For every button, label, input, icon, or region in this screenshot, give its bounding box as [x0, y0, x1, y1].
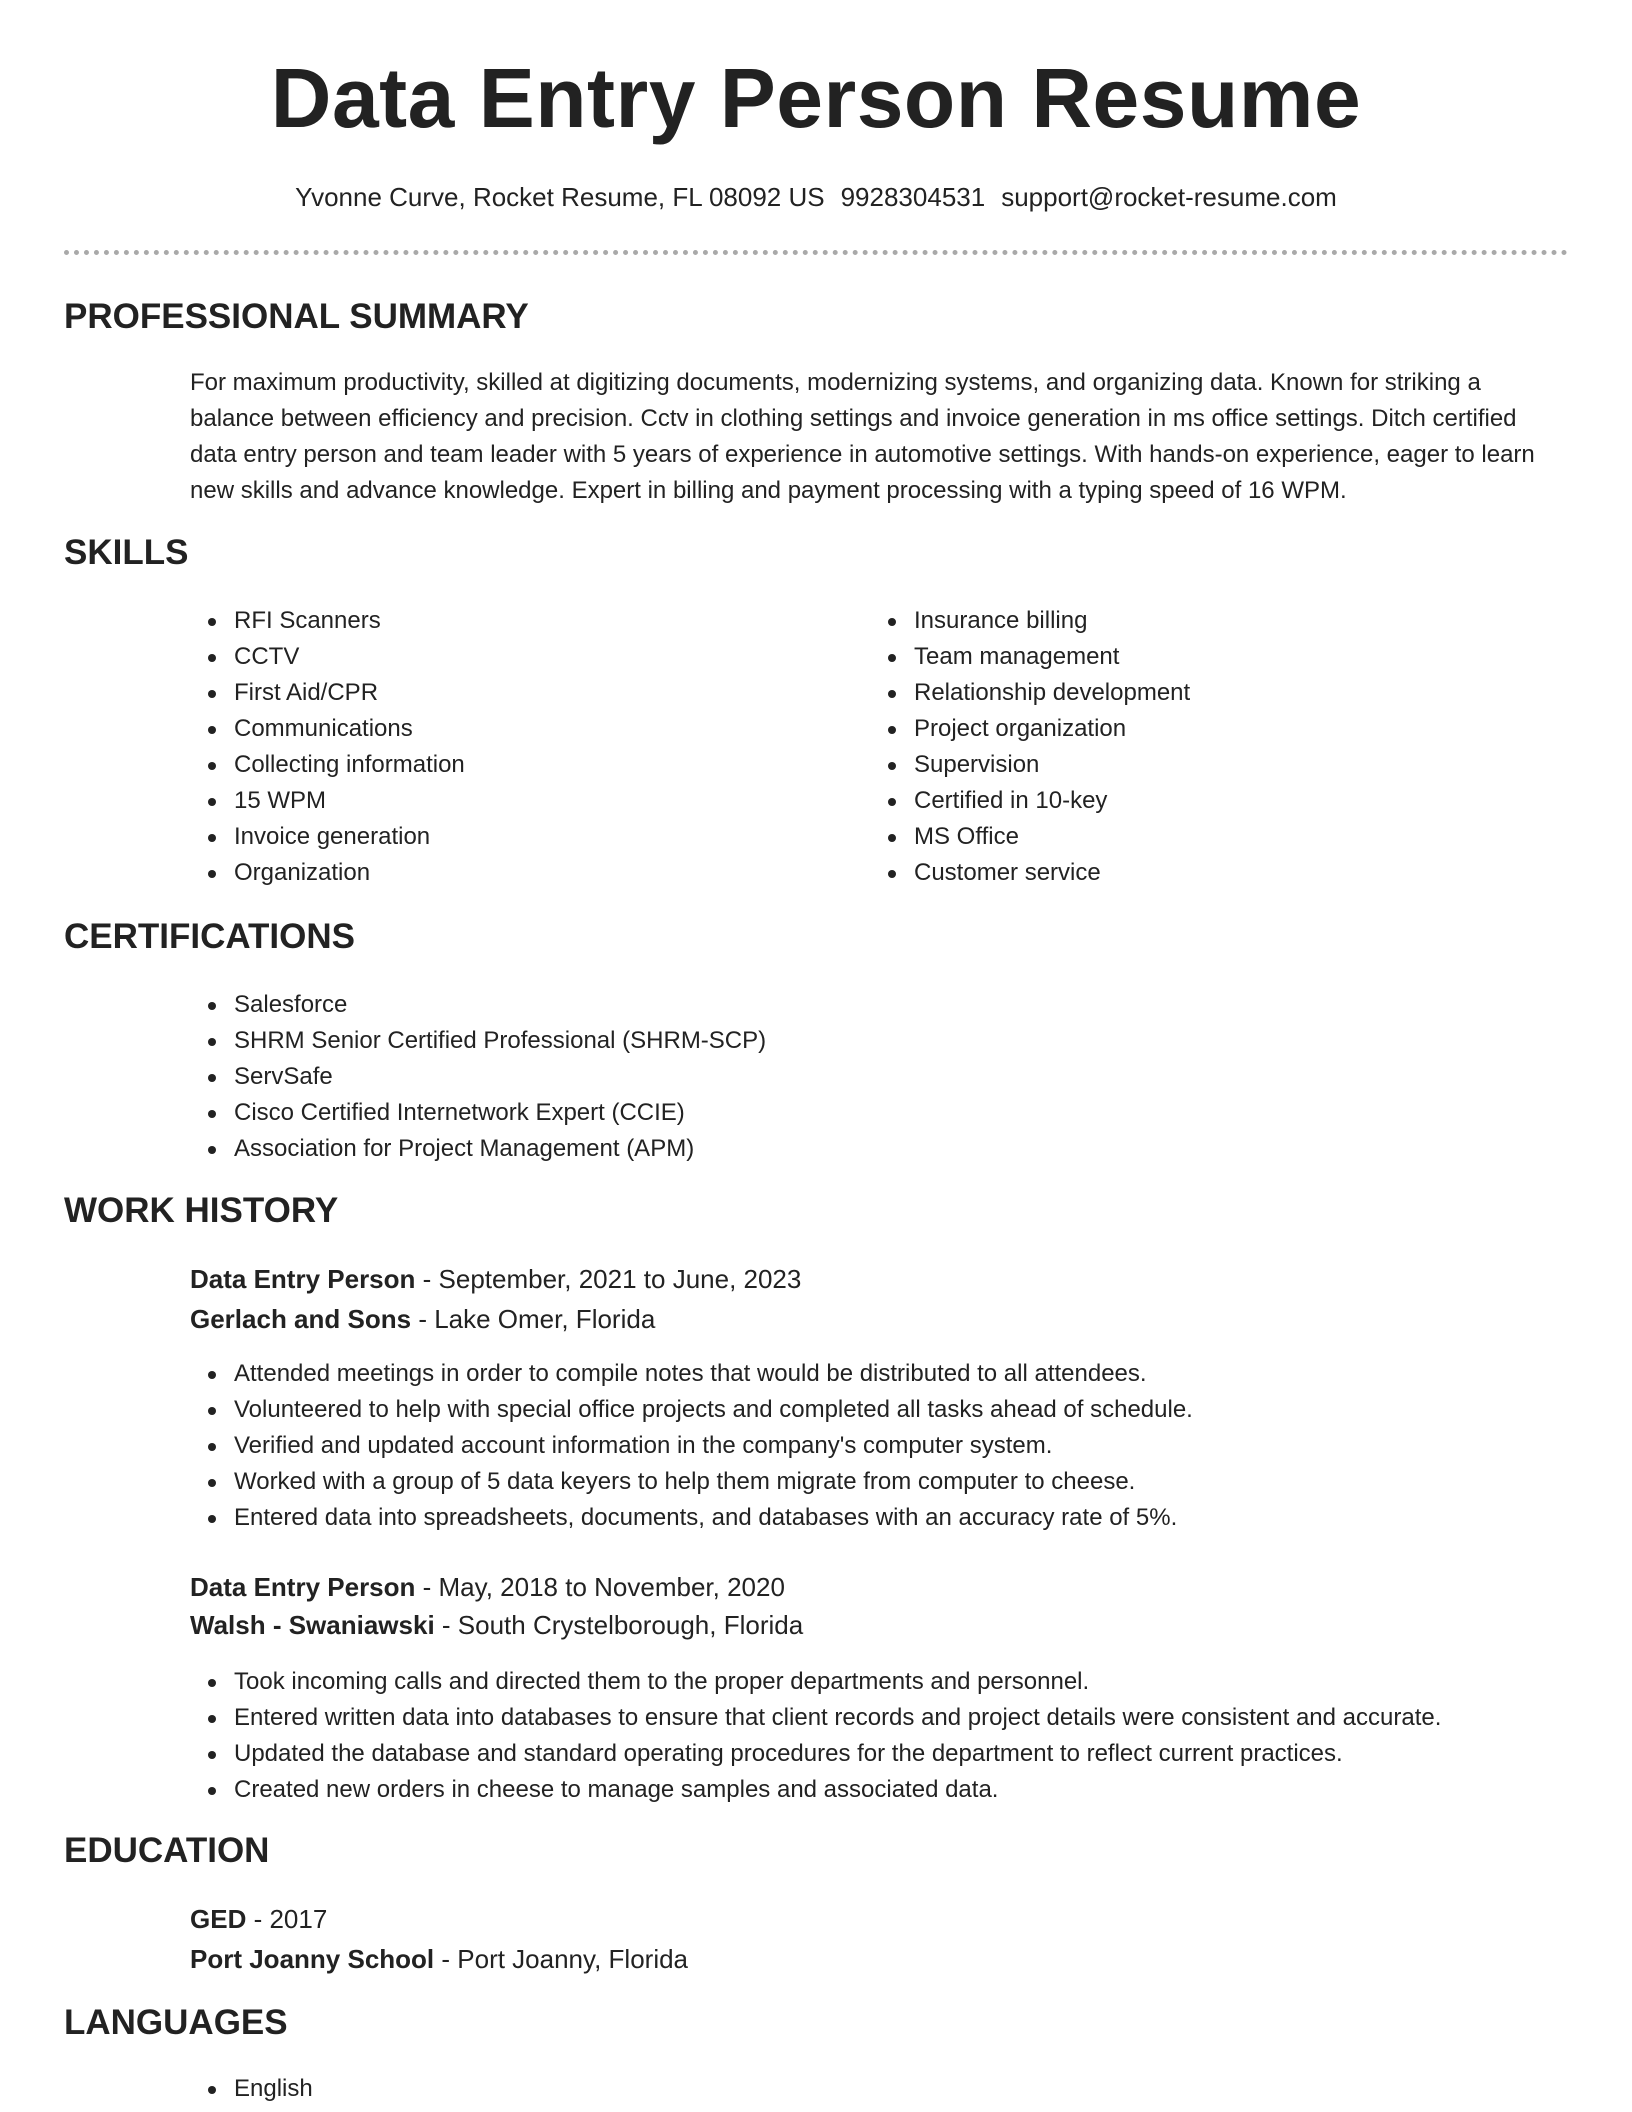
language-item: English — [234, 2071, 313, 2107]
summary-heading: PROFESSIONAL SUMMARY — [64, 297, 529, 336]
job-company: Walsh - Swaniawski — [190, 1610, 435, 1640]
skills-list-left — [190, 603, 465, 891]
skill-item: MS Office — [914, 819, 1190, 855]
job-bullet: Attended meetings in order to compile notes that would be distributed to all attendees. — [234, 1356, 1193, 1392]
contact-line — [0, 182, 1632, 213]
skill-item: Customer service — [914, 855, 1190, 891]
contact-email: support@rocket-resume.com — [1001, 182, 1337, 212]
job-title: Data Entry Person — [190, 1264, 416, 1294]
education-school-line — [190, 1944, 688, 1975]
skill-item: Certified in 10-key — [914, 783, 1190, 819]
job-bullet: Entered data into spreadsheets, documents, and databases with an accuracy rate of 5%. — [234, 1500, 1193, 1536]
skill-item: CCTV — [234, 639, 465, 675]
job-dates: - May, 2018 to November, 2020 — [422, 1572, 785, 1602]
job-title: Data Entry Person — [190, 1572, 416, 1602]
job-dates: - September, 2021 to June, 2023 — [422, 1264, 802, 1294]
skill-item: Team management — [914, 639, 1190, 675]
languages-list — [190, 2071, 313, 2107]
education-degree-line — [190, 1904, 327, 1935]
certification-item: Association for Project Management (APM) — [234, 1131, 766, 1167]
job-location: - South Crystelborough, Florida — [441, 1610, 804, 1640]
contact-phone: 9928304531 — [840, 182, 986, 212]
job-bullet: Volunteered to help with special office projects and completed all tasks ahead of schedule. — [234, 1392, 1193, 1428]
job-bullets — [190, 1356, 1193, 1536]
job-company: Gerlach and Sons — [190, 1304, 412, 1334]
skill-item: Relationship development — [914, 675, 1190, 711]
job-company-line — [190, 1610, 803, 1641]
summary-text: For maximum productivity, skilled at digitizing documents, modernizing systems, and organizing data. Known for striking a balance between efficiency and precision. Cctv in clothing settings and invoice generation in ms office settings. Ditch certified data entry person and team leader with 5 years of experience in automotive settings. With hands-on experience, eager to learn new skills and advance knowledge. Expert in billing and payment processing with a typing speed of 16 WPM. — [190, 369, 1535, 504]
education-school: Port Joanny School — [190, 1944, 435, 1974]
skill-item: First Aid/CPR — [234, 675, 465, 711]
skill-item: Organization — [234, 855, 465, 891]
job-bullet: Updated the database and standard operating procedures for the department to reflect current practices. — [234, 1736, 1441, 1772]
certifications-list — [190, 987, 766, 1167]
header-divider — [64, 250, 1568, 255]
skills-heading: SKILLS — [64, 533, 189, 572]
job-bullet: Created new orders in cheese to manage samples and associated data. — [234, 1772, 1441, 1808]
education-location: - Port Joanny, Florida — [441, 1944, 689, 1974]
skill-item: Collecting information — [234, 747, 465, 783]
certification-item: Cisco Certified Internetwork Expert (CCIE) — [234, 1095, 766, 1131]
contact-address: Yvonne Curve, Rocket Resume, FL 08092 US — [295, 182, 825, 212]
resume-title: Data Entry Person Resume — [270, 51, 1362, 145]
skills-list-right — [870, 603, 1190, 891]
skill-item: RFI Scanners — [234, 603, 465, 639]
skill-item: Insurance billing — [914, 603, 1190, 639]
job-location: - Lake Omer, Florida — [418, 1304, 656, 1334]
skill-item: Communications — [234, 711, 465, 747]
job-title-line — [190, 1264, 801, 1295]
job-bullet: Verified and updated account information in the company's computer system. — [234, 1428, 1193, 1464]
skill-item: Supervision — [914, 747, 1190, 783]
certification-item: SHRM Senior Certified Professional (SHRM-SCP) — [234, 1023, 766, 1059]
skill-item: Invoice generation — [234, 819, 465, 855]
education-heading: EDUCATION — [64, 1831, 270, 1870]
job-bullet: Took incoming calls and directed them to the proper departments and personnel. — [234, 1664, 1441, 1700]
languages-heading: LANGUAGES — [64, 2003, 288, 2042]
skill-item: 15 WPM — [234, 783, 465, 819]
education-year: - 2017 — [253, 1904, 328, 1934]
job-bullet: Entered written data into databases to ensure that client records and project details were consistent and accurate. — [234, 1700, 1441, 1736]
job-bullets — [190, 1664, 1441, 1808]
work-history-heading: WORK HISTORY — [64, 1191, 339, 1230]
certification-item: Salesforce — [234, 987, 766, 1023]
job-company-line — [190, 1304, 655, 1335]
job-bullet: Worked with a group of 5 data keyers to help them migrate from computer to cheese. — [234, 1464, 1193, 1500]
education-degree: GED — [190, 1904, 247, 1934]
job-title-line — [190, 1572, 785, 1603]
certifications-heading: CERTIFICATIONS — [64, 917, 356, 956]
certification-item: ServSafe — [234, 1059, 766, 1095]
skill-item: Project organization — [914, 711, 1190, 747]
